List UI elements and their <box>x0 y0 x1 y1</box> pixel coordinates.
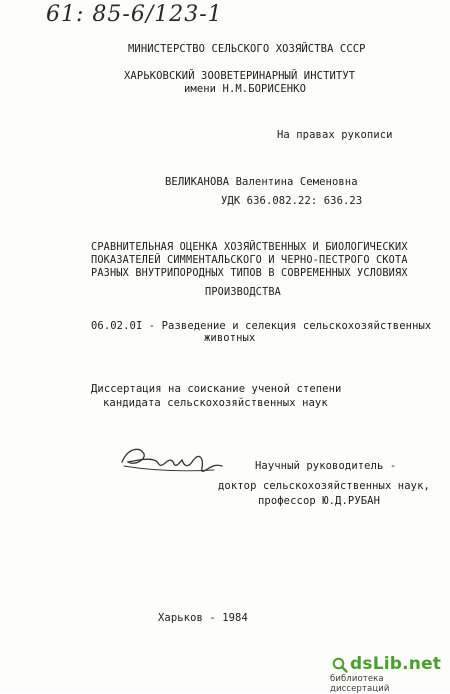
watermark-tagline: библиотека диссертаций <box>330 674 390 694</box>
specialty-line-1: 06.02.0I - Разведение и селекция сельскохозяйственных <box>91 320 432 332</box>
supervisor-line-1: Научный руководитель - <box>255 460 397 472</box>
supervisor-line-2: доктор сельскохозяйственных наук, <box>218 480 430 492</box>
udc-code: УДК 636.082.22: 636.23 <box>221 195 363 207</box>
title-line-3: РАЗНЫХ ВНУТРИПОРОДНЫХ ТИПОВ В СОВРЕМЕННЫХ УСЛОВИЯХ <box>91 268 408 279</box>
title-line-4: ПРОИЗВОДСТВА <box>205 287 282 298</box>
institute-line: ХАРЬКОВСКИЙ ЗООВЕТЕРИНАРНЫЙ ИНСТИТУТ <box>124 70 356 82</box>
handwritten-signature <box>118 440 228 480</box>
rights-note: На правах рукописи <box>277 129 393 141</box>
dissertation-line-2: кандидата сельскохозяйственных наук <box>103 397 328 409</box>
dissertation-line-1: Диссертация на соискание ученой степени <box>91 383 342 395</box>
title-line-2: ПОКАЗАТЕЛЕЙ СИММЕНТАЛЬСКОГО И ЧЕРНО-ПЕСТРОГО СКОТА <box>91 255 408 266</box>
author-name: ВЕЛИКАНОВА Валентина Семеновна <box>165 176 358 188</box>
watermark-brand: dsLib.net <box>350 654 442 674</box>
handwritten-catalog-number: 61: 85-6/123-1 <box>46 2 223 27</box>
institute-name-line: имени Н.М.БОРИСЕНКО <box>184 83 307 95</box>
city-year: Харьков - 1984 <box>158 612 248 624</box>
dslib-watermark[interactable] <box>330 654 442 694</box>
magnifier-icon <box>332 657 348 673</box>
supervisor-line-3: профессор Ю.Д.РУБАН <box>258 495 381 507</box>
ministry-line: МИНИСТЕРСТВО СЕЛЬСКОГО ХОЗЯЙСТВА СССР <box>128 43 366 55</box>
specialty-line-2: животных <box>204 332 256 344</box>
title-line-1: СРАВНИТЕЛЬНАЯ ОЦЕНКА ХОЗЯЙСТВЕННЫХ И БИОЛОГИЧЕСКИХ <box>91 242 408 253</box>
